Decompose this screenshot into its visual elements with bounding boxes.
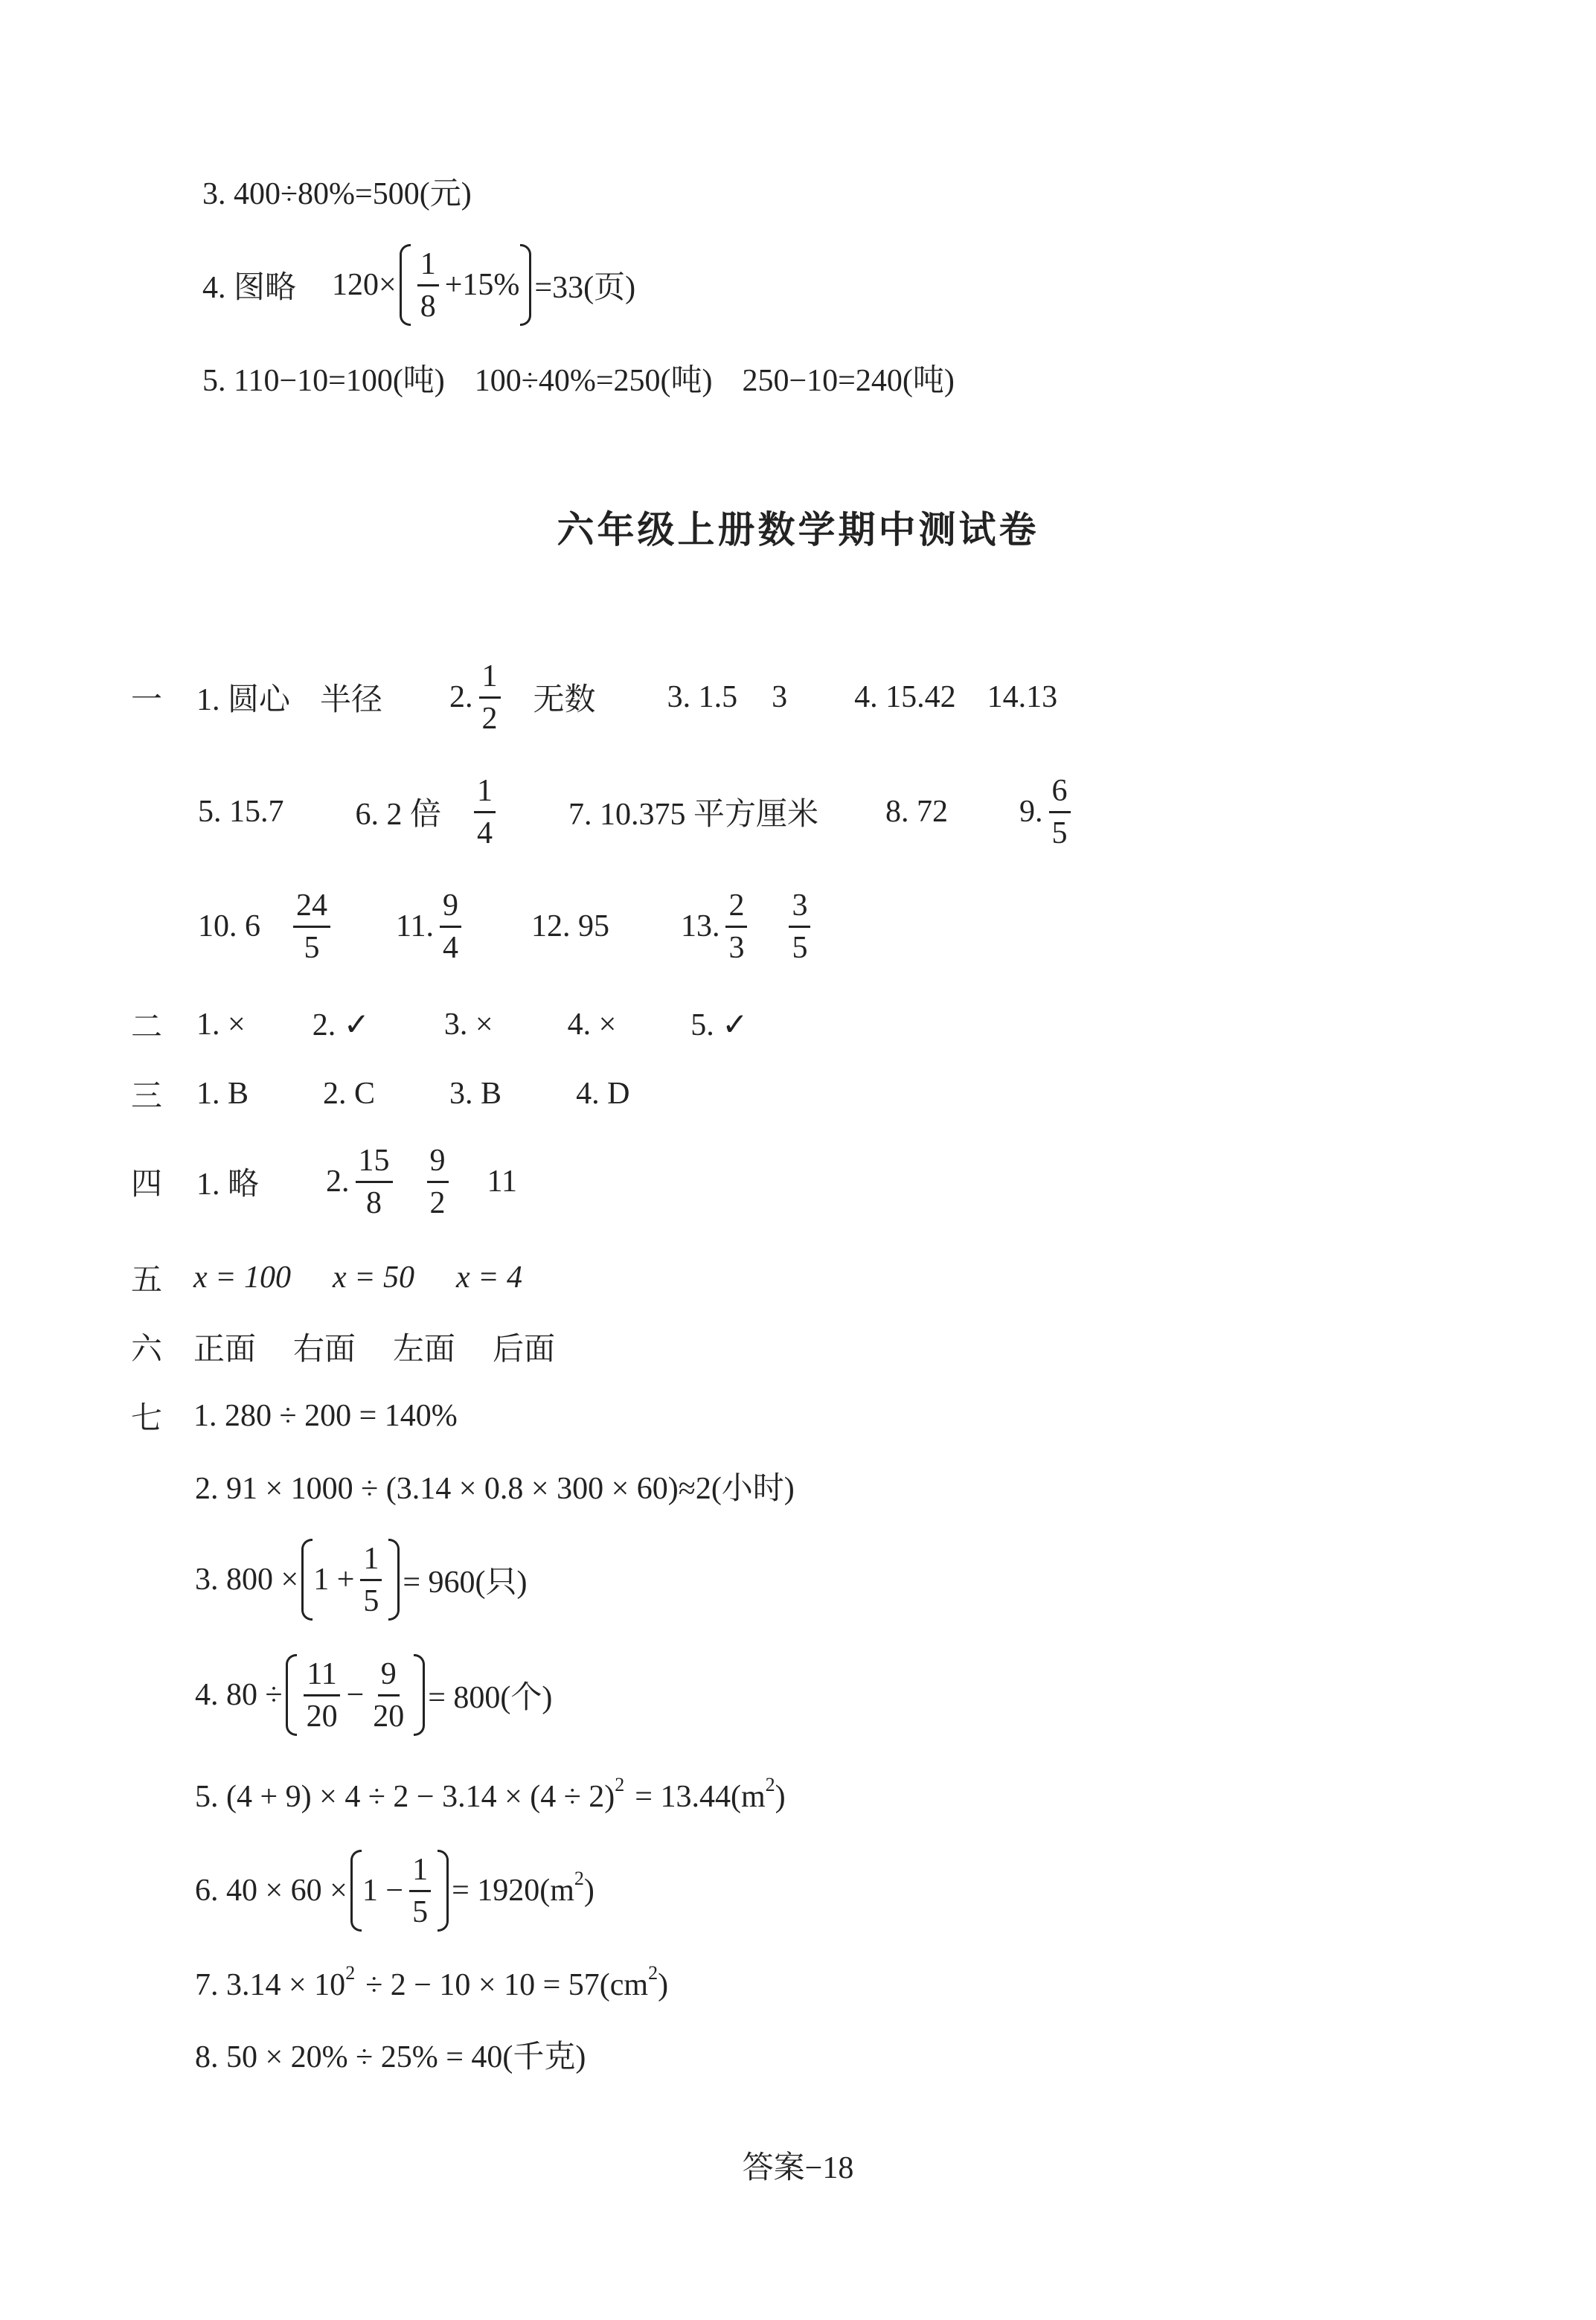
fraction: $\frac{1}{5}$ xyxy=(360,1543,382,1617)
fraction: $\frac{2}{3}$ xyxy=(725,890,747,964)
section-7-q5: 5. (4 + 9) × 4 ÷ 2 − 3.14 × (4 ÷ 2) 2 = 13.44(m 2 ) xyxy=(195,1774,786,1814)
section-label: 一 xyxy=(131,683,163,717)
fraction: $\frac{11}{20}$ xyxy=(304,1659,341,1732)
section-5-row: 五 x = 100 x = 50 x = 4 xyxy=(131,1222,522,1333)
section-4-row: 四 1. 略 2. $\frac{15}{8}$ $\frac{9}{2}$ 11 xyxy=(131,1143,517,1220)
fraction: $\frac{9}{20}$ xyxy=(373,1656,405,1734)
fraction: $\frac{1}{5}$ xyxy=(409,1854,431,1928)
section-1-row-2: 5. 15.7 6. 2 倍 $\frac{1}{4}$ 7. 10.375 平方厘米 8. 72 9. $\frac{6}{5}$ xyxy=(198,756,1077,868)
section-1-row-1: 一 1. 圆心 半径 2. $\frac{1}{2}$ 无数 3. 1.5 3 4. 15.42 14.13 xyxy=(131,658,1058,736)
section-6-row: 六 正面 右面 左面 后面 xyxy=(131,1291,555,1403)
section-label: 四 xyxy=(131,1167,163,1202)
prev-q3: 3. 400÷80%=500(元) xyxy=(202,177,472,211)
section-7-q4: 4. 80 ÷ $\frac{11}{20}$ − $\frac{9}{20}$ = 800(个) xyxy=(195,1639,552,1751)
section-label: 三 xyxy=(131,1080,163,1114)
section-1-row-3: 10. 6 $\frac{24}{5}$ 11. $\frac{9}{4}$ 12. 95 13. $\frac{2}{3}$ $\frac{3}{5}$ xyxy=(198,871,816,982)
section-7-q2: 2. 91 × 1000 ÷ (3.14 × 0.8 × 300 × 60)≈2(小时) xyxy=(195,1472,795,1506)
prev-q4-parens: $\frac{1}{8}$ +15% xyxy=(400,241,532,329)
section-7-q3: 3. 800 × 1 + $\frac{1}{5}$ = 960(只) xyxy=(195,1524,528,1635)
section-7-q6: 6. 40 × 60 × 1 − $\frac{1}{5}$ = 1920(m 2 ) xyxy=(195,1835,595,1946)
section-label: 五 xyxy=(131,1263,163,1298)
section-label: 二 xyxy=(131,1010,163,1045)
section-3-row: 三 1. B 2. C 3. B 4. D xyxy=(131,1038,629,1150)
section-7-q7: 7. 3.14 × 10 2 ÷ 2 − 10 × 10 = 57(cm 2 ) xyxy=(195,1962,669,2002)
parentheses: 1 + $\frac{1}{5}$ xyxy=(301,1536,400,1624)
fraction: $\frac{6}{5}$ xyxy=(1049,775,1071,849)
prev-q4: 4. 图略 120× $\frac{1}{8}$ +15% =33(页) xyxy=(202,229,635,341)
fraction: $\frac{3}{5}$ xyxy=(789,890,810,964)
fraction: $\frac{24}{5}$ xyxy=(293,890,330,964)
fraction: $\frac{9}{2}$ xyxy=(427,1145,449,1219)
prev-q5: 5. 110−10=100(吨) 100÷40%=250(吨) 250−10=240(吨) xyxy=(202,364,955,398)
fraction: $\frac{1}{4}$ xyxy=(474,775,496,849)
page-number: 答案−18 xyxy=(742,2151,854,2185)
section-7-q1: 七 1. 280 ÷ 200 = 140% xyxy=(131,1360,458,1472)
section-7-q8: 8. 50 × 20% ÷ 25% = 40(千克) xyxy=(195,2040,586,2074)
section-label: 七 xyxy=(131,1402,163,1436)
fraction: $\frac{1}{8}$ xyxy=(417,249,439,322)
parentheses: 1 − $\frac{1}{5}$ xyxy=(350,1847,449,1935)
fraction: $\frac{15}{8}$ xyxy=(356,1145,393,1219)
parentheses: $\frac{11}{20}$ − $\frac{9}{20}$ xyxy=(286,1651,426,1739)
section-label: 六 xyxy=(131,1333,163,1367)
fraction: $\frac{1}{2}$ xyxy=(479,661,501,734)
page-title: 六年级上册数学期中测试卷 xyxy=(557,508,1039,551)
section-2-row: 二 1. × 2. ✓ 3. × 4. × 5. ✓ xyxy=(131,969,748,1080)
fraction: $\frac{9}{4}$ xyxy=(440,890,461,964)
